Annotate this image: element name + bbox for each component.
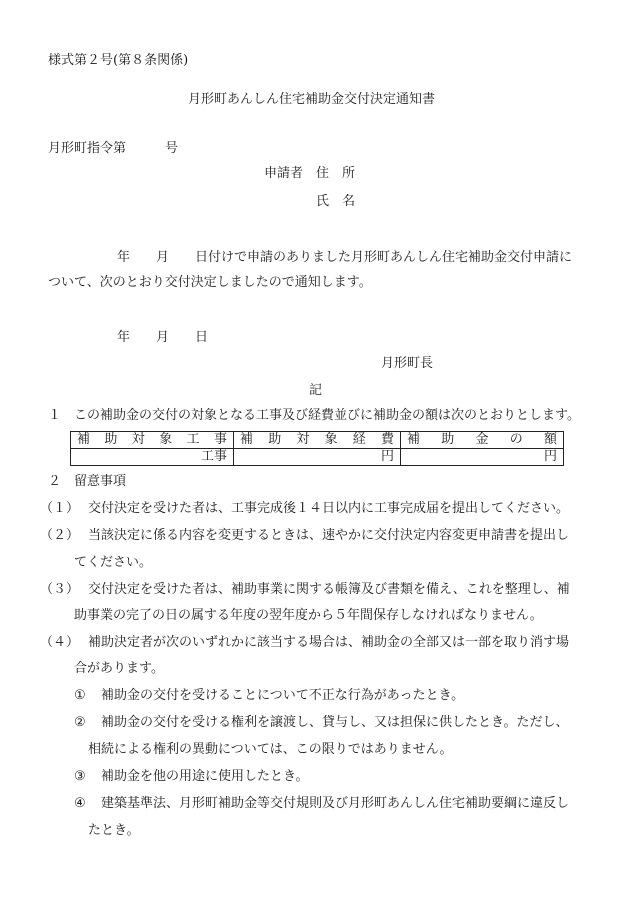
document-title: 月形町あんしん住宅補助金交付決定通知書 — [188, 92, 436, 107]
table-header-row — [71, 432, 564, 449]
note-2-line-1: 当該決定に係る内容を変更するときは、速やかに交付決定内容変更申請書を提出し — [88, 528, 570, 543]
header-target-expense: 補助対象経費 — [234, 432, 401, 449]
subitem-4-label: ④ — [74, 796, 86, 811]
cell-expense-yen: 円 — [234, 449, 401, 466]
body-text-line-2: ついて、次のとおり交付決定しましたので通知します。 — [48, 275, 372, 290]
subitem-1-label: ① — [74, 688, 86, 703]
issuer-name: 月形町長 — [381, 356, 434, 371]
subitem-4-line-2: たとき。 — [88, 823, 140, 838]
cell-work: 工事 — [71, 449, 234, 466]
item-2-number: ２ — [48, 474, 62, 489]
body-text-line-1: 年 月 日付けで申請のありました月形町あんしん住宅補助金交付申請に — [117, 250, 573, 265]
subitem-3-label: ③ — [74, 769, 86, 784]
header-subsidy-amount: 補助金の額 — [401, 432, 564, 449]
note-2-label: （２） — [40, 528, 80, 543]
subitem-1-line-1: 補助金の交付を受けることについて不正な行為があったとき。 — [101, 688, 465, 703]
table-row — [71, 449, 564, 466]
note-3-label: （３） — [40, 582, 80, 597]
applicant-name-label: 氏 名 — [316, 194, 356, 209]
document-number: 月形町指令第 号 — [48, 141, 179, 156]
note-4-line-1: 補助決定者が次のいずれかに該当する場合は、補助金の全部又は一部を取り消す場 — [88, 635, 570, 650]
issue-date: 年 月 日 — [117, 330, 209, 345]
note-3-line-1: 交付決定を受けた者は、補助事業に関する帳簿及び書類を備え、これを整理し、補 — [88, 582, 570, 597]
applicant-label: 申請者 — [264, 166, 304, 181]
item-1-text: この補助金の交付の対象となる工事及び経費並びに補助金の額は次のとおりとします。 — [74, 408, 580, 423]
note-4-line-2: 合があります。 — [74, 661, 164, 676]
subitem-2-label: ② — [74, 715, 86, 730]
subsidy-table — [70, 431, 564, 466]
subitem-2-line-2: 相続による権利の異動については、この限りではありません。 — [88, 742, 453, 757]
applicant-address-label: 住 所 — [316, 166, 356, 181]
note-1-line-1: 交付決定を受けた者は、工事完成後１４日以内に工事完成届を提出してください。 — [88, 501, 570, 516]
form-label: 様式第２号(第８条関係) — [48, 53, 189, 68]
item-2-text: 留意事項 — [74, 474, 127, 489]
subitem-2-line-1: 補助金の交付を受ける権利を譲渡し、貸与し、又は担保に供したとき。ただし、 — [101, 715, 569, 730]
note-1-label: （１） — [40, 501, 80, 516]
ki-heading: 記 — [309, 383, 323, 398]
cell-amount-yen: 円 — [401, 449, 564, 466]
subitem-3-line-1: 補助金を他の用途に使用したとき。 — [101, 769, 309, 784]
note-4-label: （４） — [40, 635, 80, 650]
item-1-number: １ — [48, 408, 62, 423]
note-2-line-2: てください。 — [74, 555, 153, 570]
subitem-4-line-1: 建築基準法、月形町補助金等交付規則及び月形町あんしん住宅補助要綱に違反し — [101, 796, 570, 811]
header-target-work: 補助対象工事 — [71, 432, 234, 449]
note-3-line-2: 助事業の完了の日の属する年度の翌年度から５年間保存しなければなりません。 — [74, 608, 543, 623]
